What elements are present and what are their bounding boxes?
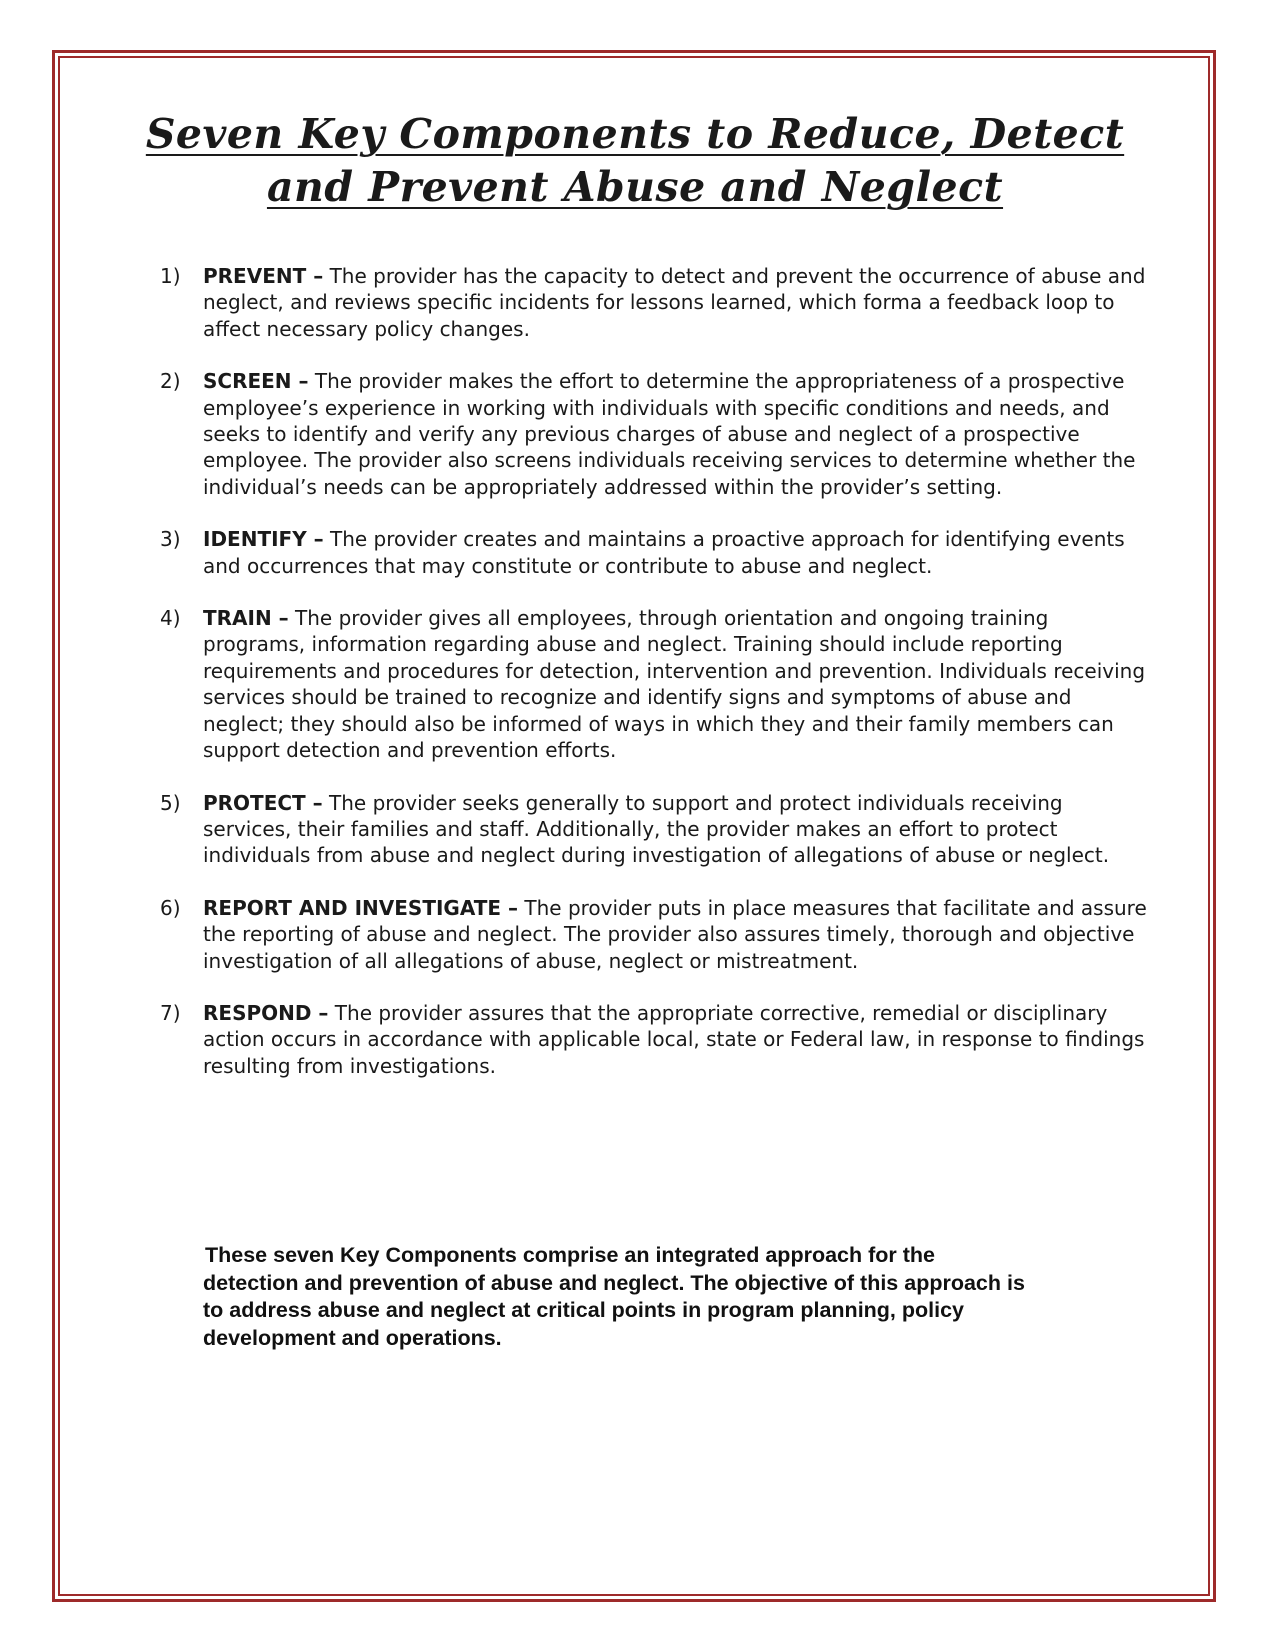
item-text: The provider assures that the appropriate corrective, remedial or disciplinary action occurs in accordance with applicable local, state or Federal law, in response to findings resulting from investigations. xyxy=(203,1000,1145,1078)
list-item-respond xyxy=(160,1000,1150,1079)
item-number: 4) xyxy=(160,606,181,631)
item-heading: SCREEN – xyxy=(203,369,309,394)
item-number: 7) xyxy=(160,1000,181,1025)
item-text: The provider has the capacity to detect and prevent the occurrence of abuse and neglect, and reviews specific incidents for lessons learned, which forma a feedback loop to affect necessary policy changes. xyxy=(203,264,1146,341)
item-number: 5) xyxy=(160,790,181,815)
title-line-1: Seven Key Components to Reduce, Detect xyxy=(145,110,1125,158)
item-text: The provider creates and maintains a proactive approach for identifying events and occurrences that may constitute or contribute to abuse and neglect. xyxy=(203,527,1125,578)
list-item-prevent xyxy=(160,263,1150,342)
item-number: 2) xyxy=(160,369,181,394)
item-heading: PREVENT – xyxy=(203,264,324,288)
list-item-report-and-investigate xyxy=(160,895,1150,974)
item-number: 6) xyxy=(160,895,181,920)
item-number: 3) xyxy=(160,527,181,552)
summary-paragraph: These seven Key Components comprise an integrated approach for the detection and prevention of abuse and neglect. The objective of this approach is to address abuse and neglect at critical points in program planning, policy development and operations. xyxy=(203,1243,1025,1350)
title-line-2: and Prevent Abuse and Neglect xyxy=(266,163,1004,211)
item-text: The provider puts in place measures that facilitate and assure the reporting of abuse and neglect. The provider also assures timely, thorough and objective investigation of all allegations of abuse, neglect or mistreatment. xyxy=(203,895,1147,973)
document-title xyxy=(60,108,1210,214)
item-text: The provider seeks generally to support and protect individuals receiving services, their families and staff. Additionally, the provider makes an effort to protect individuals from abuse and neglect during investigation of allegations of abuse or neglect. xyxy=(203,790,1110,868)
item-number: 1) xyxy=(160,264,181,288)
list-item-train xyxy=(160,605,1150,763)
list-item-protect xyxy=(160,790,1150,869)
item-text: The provider gives all employees, through orientation and ongoing training programs, information regarding abuse and neglect. Training should include reporting requirements and procedures for detection, intervention and prevention. Individuals receiving services should be trained to recognize and identify signs and symptoms of abuse and neglect; they should also be informed of ways in which they and their family members can support detection and prevention efforts. xyxy=(203,606,1146,763)
item-heading: REPORT AND INVESTIGATE – xyxy=(203,895,519,920)
key-components-list xyxy=(160,263,1150,1105)
item-heading: RESPOND – xyxy=(203,1000,329,1025)
item-heading: IDENTIFY – xyxy=(203,527,324,552)
item-text: The provider makes the effort to determine the appropriateness of a prospective employee’s experience in working with individuals with specific conditions and needs, and seeks to identify and verify any previous charges of abuse and neglect of a prospective employee. The provider also screens individuals receiving services to determine whether the individual’s needs can be appropriately addressed within the provider’s setting. xyxy=(203,369,1136,499)
item-heading: PROTECT – xyxy=(203,790,323,815)
item-heading: TRAIN – xyxy=(203,606,289,631)
list-item-screen xyxy=(160,368,1150,500)
list-item-identify xyxy=(160,526,1150,579)
